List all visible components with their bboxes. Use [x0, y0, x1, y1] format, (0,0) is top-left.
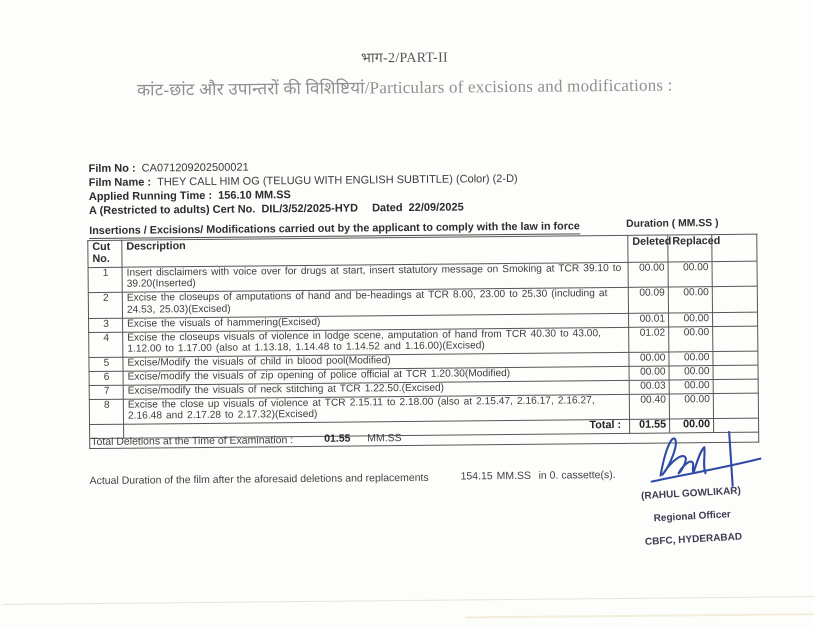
replaced-cell: 00.00 [669, 366, 713, 380]
cert-no-value: DIL/3/52/2025-HYD [261, 202, 359, 216]
signature-letters [660, 438, 705, 475]
film-name-value: THEY CALL HIM OG (TELUGU WITH ENGLISH SUBTITLE) (Color) (2-D) [157, 172, 518, 189]
duration-heading: Duration ( MM.SS ) [626, 218, 719, 230]
deleted-cell: 00.03 [629, 380, 669, 394]
running-time-line [89, 189, 291, 203]
deleted-cell: 01.02 [629, 327, 669, 353]
table-section-heading: Insertions / Excisions/ Modifications carried out by the applicant to comply with the law in force [89, 220, 580, 238]
actual-duration-label: Actual Duration of the film after the aforesaid deletions and replacements [89, 471, 429, 488]
replaced-cell: 00.00 [669, 352, 713, 366]
blank-cell [713, 379, 758, 393]
officer-name: (RAHUL GOWLIKAR) [640, 485, 742, 503]
blank-cell [713, 365, 758, 379]
cut-no-cell: 4 [89, 332, 123, 358]
cut-no-cell: 5 [89, 357, 123, 371]
deleted-cell: 00.09 [628, 287, 668, 313]
blank-cell [713, 393, 758, 419]
film-no-label: Film No : [88, 162, 136, 176]
column-header-deleted: Deleted [628, 235, 668, 262]
actual-duration-suffix: in 0. cassette(s). [538, 469, 616, 482]
cut-no-cell: 2 [88, 292, 122, 318]
column-header-cut-no: Cut No. [88, 240, 122, 267]
description-cell: Excise the close up visuals of violence at TCR 2.15.11 to 2.18.00 (also at 2.15.47, 2.16.17, 2.16.27, 2.16.48 and 2.17.28 to 2.17.32)(Excised) [123, 394, 629, 424]
signature-ink [646, 428, 769, 493]
deleted-cell: 00.40 [629, 394, 669, 420]
description-cell: Excise/modify the visuals of zip opening of police official at TCR 1.20.30(Modified) [123, 366, 629, 385]
blank-cell [712, 261, 757, 287]
running-time-label: Applied Running Time : [88, 189, 213, 204]
description-cell: Excise/modify the visuals of neck stitching at TCR 1.22.50.(Excised) [123, 380, 629, 399]
blank-cell [712, 312, 757, 326]
scan-page-edge-lower [465, 613, 814, 618]
film-no-line [89, 162, 249, 176]
replaced-cell: 00.00 [669, 393, 713, 419]
replaced-cell: 00.00 [669, 326, 713, 352]
cert-date-value: 22/09/2025 [408, 201, 464, 214]
total-label: Total : [124, 420, 630, 439]
replaced-cell: 00.00 [668, 261, 712, 287]
cut-no-cell: 8 [89, 399, 123, 425]
certificate-line [89, 201, 464, 217]
actual-duration-value: 154.15 [460, 470, 493, 483]
deleted-cell: 00.00 [629, 366, 669, 380]
blank-cell [712, 286, 757, 312]
cut-no-cell: 6 [89, 371, 123, 385]
description-cell: Insert disclaimers with voice over for drugs at start, insert statutory message on Smoking at TCR 39.10 to 39.20(Inserted) [122, 262, 628, 292]
officer-stamp-block [608, 484, 778, 562]
cut-no-cell: 7 [89, 385, 123, 399]
column-header-replaced: Replaced [668, 235, 712, 262]
cert-label: A (Restricted to adults) Cert No. [88, 203, 256, 218]
blank-cell [713, 326, 758, 352]
page-title-part: भाग-2/PART-II [361, 50, 449, 67]
page-title-particulars: कांट-छांट और उपान्तरों की विशिष्टियां/Particulars of excisions and modifications : [136, 75, 673, 100]
total-deleted-value: 01.55 [630, 419, 670, 433]
excisions-table [87, 234, 759, 449]
deleted-cell: 00.01 [629, 313, 669, 327]
signature-underline [651, 459, 760, 482]
description-cell: Excise the visuals of hammering(Excised) [123, 313, 629, 332]
total-deletions-value: 01.55 [324, 432, 351, 445]
total-replaced-value: 00.00 [670, 419, 714, 433]
replaced-cell: 00.00 [669, 312, 713, 326]
film-name-line [89, 173, 518, 189]
replaced-cell: 00.00 [668, 287, 712, 313]
total-deletions-label: Total Deletions at the Time of Examination : [91, 434, 294, 449]
officer-designation: Regional Officer [653, 509, 732, 525]
table-body [88, 261, 758, 425]
cut-no-cell: 3 [89, 318, 123, 332]
signature-crossbar [729, 432, 733, 486]
running-time-value: 156.10 MM.SS [218, 189, 291, 202]
replaced-cell: 00.00 [669, 379, 713, 393]
column-header-description: Description [122, 235, 628, 266]
cut-no-cell: 1 [88, 267, 122, 293]
description-cell: Excise/Modify the visuals of child in blood pool(Modified) [123, 353, 629, 372]
deleted-cell: 00.00 [629, 352, 669, 366]
film-no-value: CA071209202500021 [141, 161, 249, 175]
deleted-cell: 00.00 [628, 262, 668, 288]
blank-cell [713, 351, 758, 365]
description-cell: Excise the closeups visuals of violence in lodge scene, amputation of hand from TCR 40.30 to 43.00, 1.12.00 to 1.17.00 (also at 1.13.18, 1.14.48 to 1.14.52 and 1.16.00)(Excised) [123, 327, 629, 357]
officer-organization: CBFC, HYDERABAD [644, 531, 743, 548]
description-cell: Excise the closeups of amputations of hand and be-headings at TCR 8.00, 23.00 to 25.30 (including at 24.53, 25.03)(Excised) [122, 288, 628, 318]
actual-duration-unit: MM.SS [496, 469, 532, 483]
scan-page-edge [3, 596, 814, 605]
total-deletions-unit: MM.SS [367, 432, 402, 445]
film-name-label: Film Name : [88, 176, 152, 190]
dated-label: Dated [371, 202, 403, 215]
